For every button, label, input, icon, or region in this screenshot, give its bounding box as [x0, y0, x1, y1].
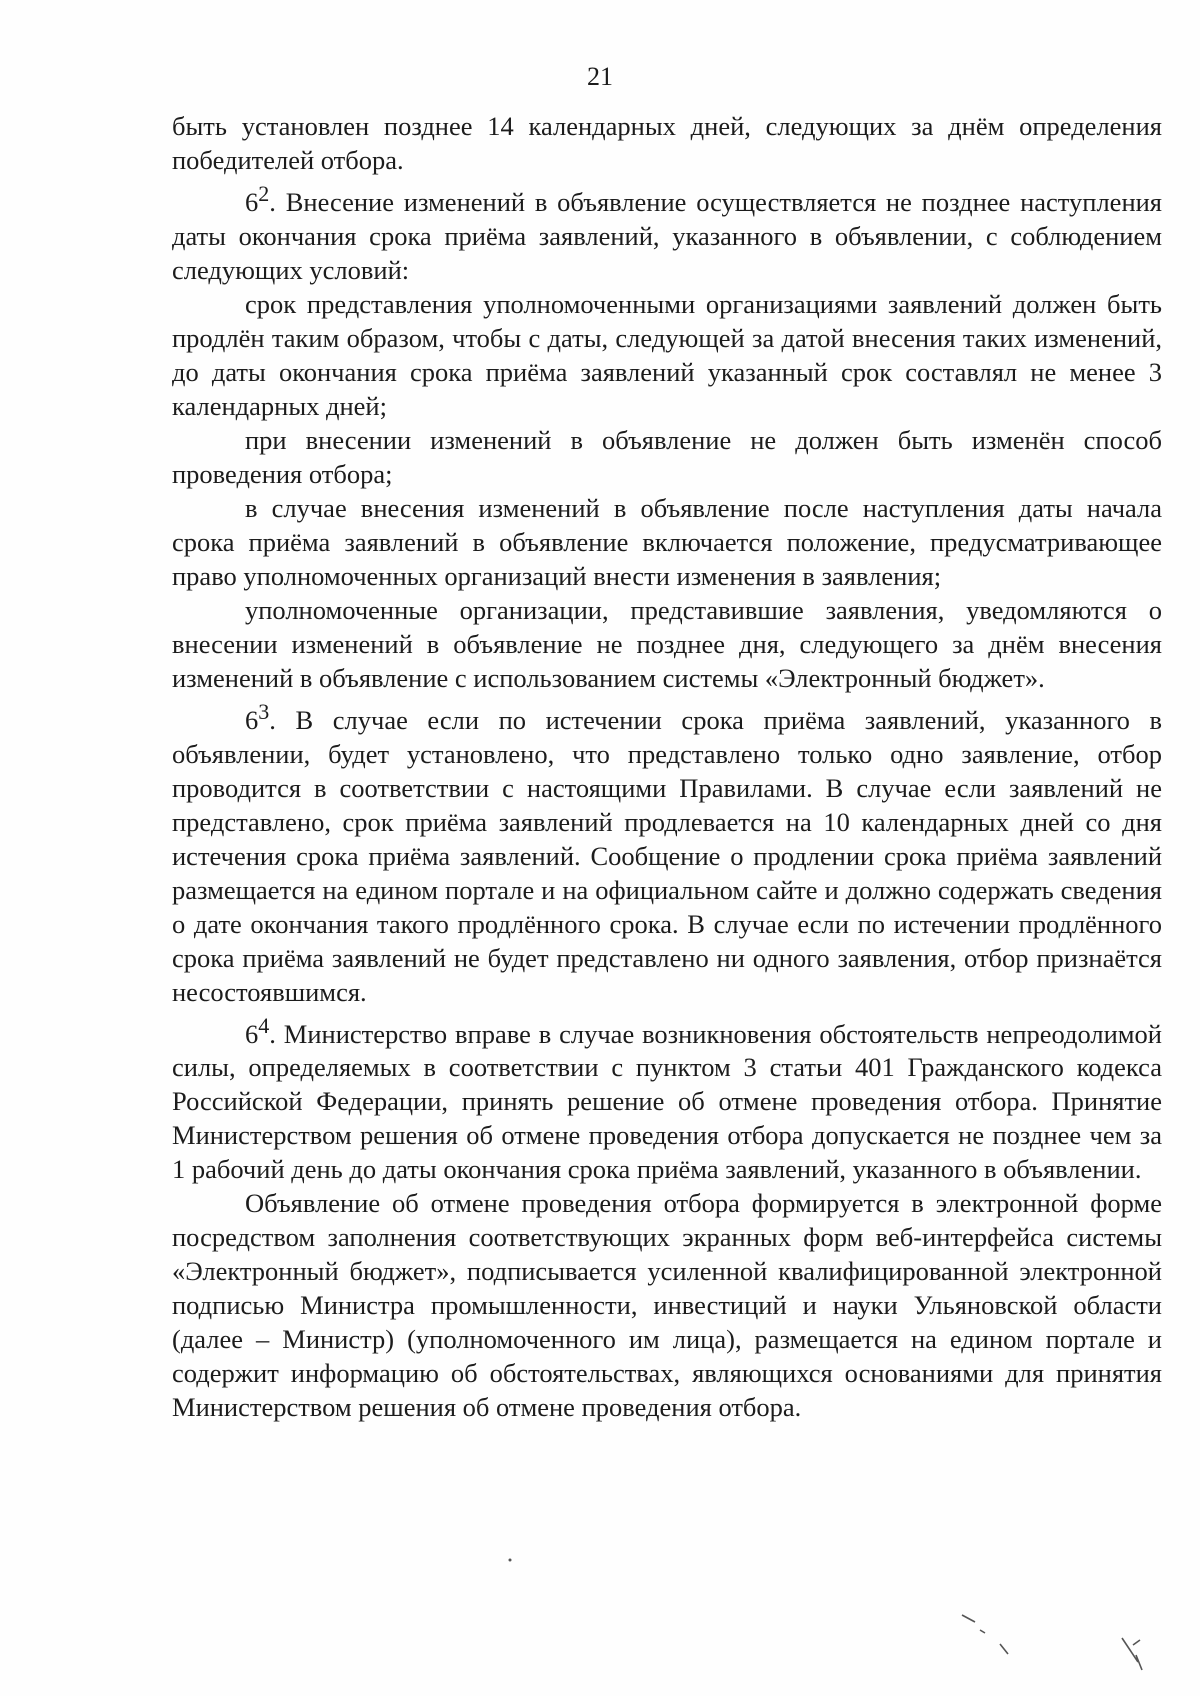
paragraph-text: быть установлен позднее 14 календарных дней, следующих за днём определения победителей отбора.: [172, 111, 1162, 175]
point-number: 6: [245, 1018, 259, 1049]
paragraph-text: в случае внесения изменений в объявление после наступления даты начала срока приёма заявлений в объявление включается положение, предусматривающее право уполномоченных организаций внести изменения в заявления;: [172, 492, 1162, 591]
paragraph-text: . В случае если по истечении срока приёма заявлений, указанного в объявлении, будет установлено, что представлено только одно заявление, отбор проводится в соответствии с настоящими Правилами. В случае если заявлений не представлено, срок приёма заявлений продлевается на 10 календарных дней со дня истечения срока приёма заявлений. Сообщение о продлении срока приёма заявлений размещается на едином портале и на официальном сайте и должно содержать сведения о дате окончания такого продлённого срока. В случае если по истечении продлённого срока приёма заявлений не будет представлено ни одного заявления, отбор признаётся несостоявшимся.: [172, 704, 1162, 1007]
paragraph-text: уполномоченные организации, представившие заявления, уведомляются о внесении изменений в объявление не позднее дня, следующего за днём внесения изменений в объявление с использованием системы «Электронный бюджет».: [172, 594, 1162, 693]
point-superscript: 4: [258, 1012, 270, 1038]
paragraph-text: . Внесение изменений в объявление осуществляется не позднее наступления даты окончания срока приёма заявлений, указанного в объявлении, с соблюдением следующих условий:: [172, 186, 1162, 285]
point-superscript: 2: [258, 181, 270, 206]
paragraph-text: . Министерство вправе в случае возникновения обстоятельств непреодолимой силы, определяемых в соответствии с пунктом 3 статьи 401 Гражданского кодекса Российской Федерации, принять решение об отмене проведения отбора. Принятие Министерством решения об отмене проведения отбора допускается не позднее чем за 1 рабочий день до даты окончания срока приёма заявлений, указанного в объявлении.: [172, 1018, 1162, 1185]
page-number: 21: [587, 62, 613, 91]
paragraph-text: срок представления уполномоченными организациями заявлений должен быть продлён таким образом, чтобы с даты, следующей за датой внесения таких изменений, до даты окончания срока приёма заявлений указанный срок составлял не менее 3 календарных дней;: [172, 288, 1162, 421]
scan-scribble-right: [1122, 1638, 1142, 1670]
paragraph-text: Объявление об отмене проведения отбора формируется в электронной форме посредством заполнения соответствующих экранных форм веб-интерфейса системы «Электронный бюджет», подписывается усиленной квалифицированной электронной подписью Министра промышленности, инвестиций и науки Ульяновской области (далее – Министр) (уполномоченного им лица), размещается на едином портале и содержит информацию об обстоятельствах, являющихся основаниями для принятия Министерством решения об отмене проведения отбора.: [172, 1188, 1162, 1423]
point-number: 6: [245, 186, 259, 217]
paragraph-text: при внесении изменений в объявление не должен быть изменён способ проведения отбора;: [172, 424, 1162, 489]
scan-scribble-left: [962, 1615, 1008, 1654]
scan-dot: [509, 1559, 512, 1562]
point-superscript: 3: [258, 698, 270, 724]
point-number: 6: [245, 704, 259, 735]
